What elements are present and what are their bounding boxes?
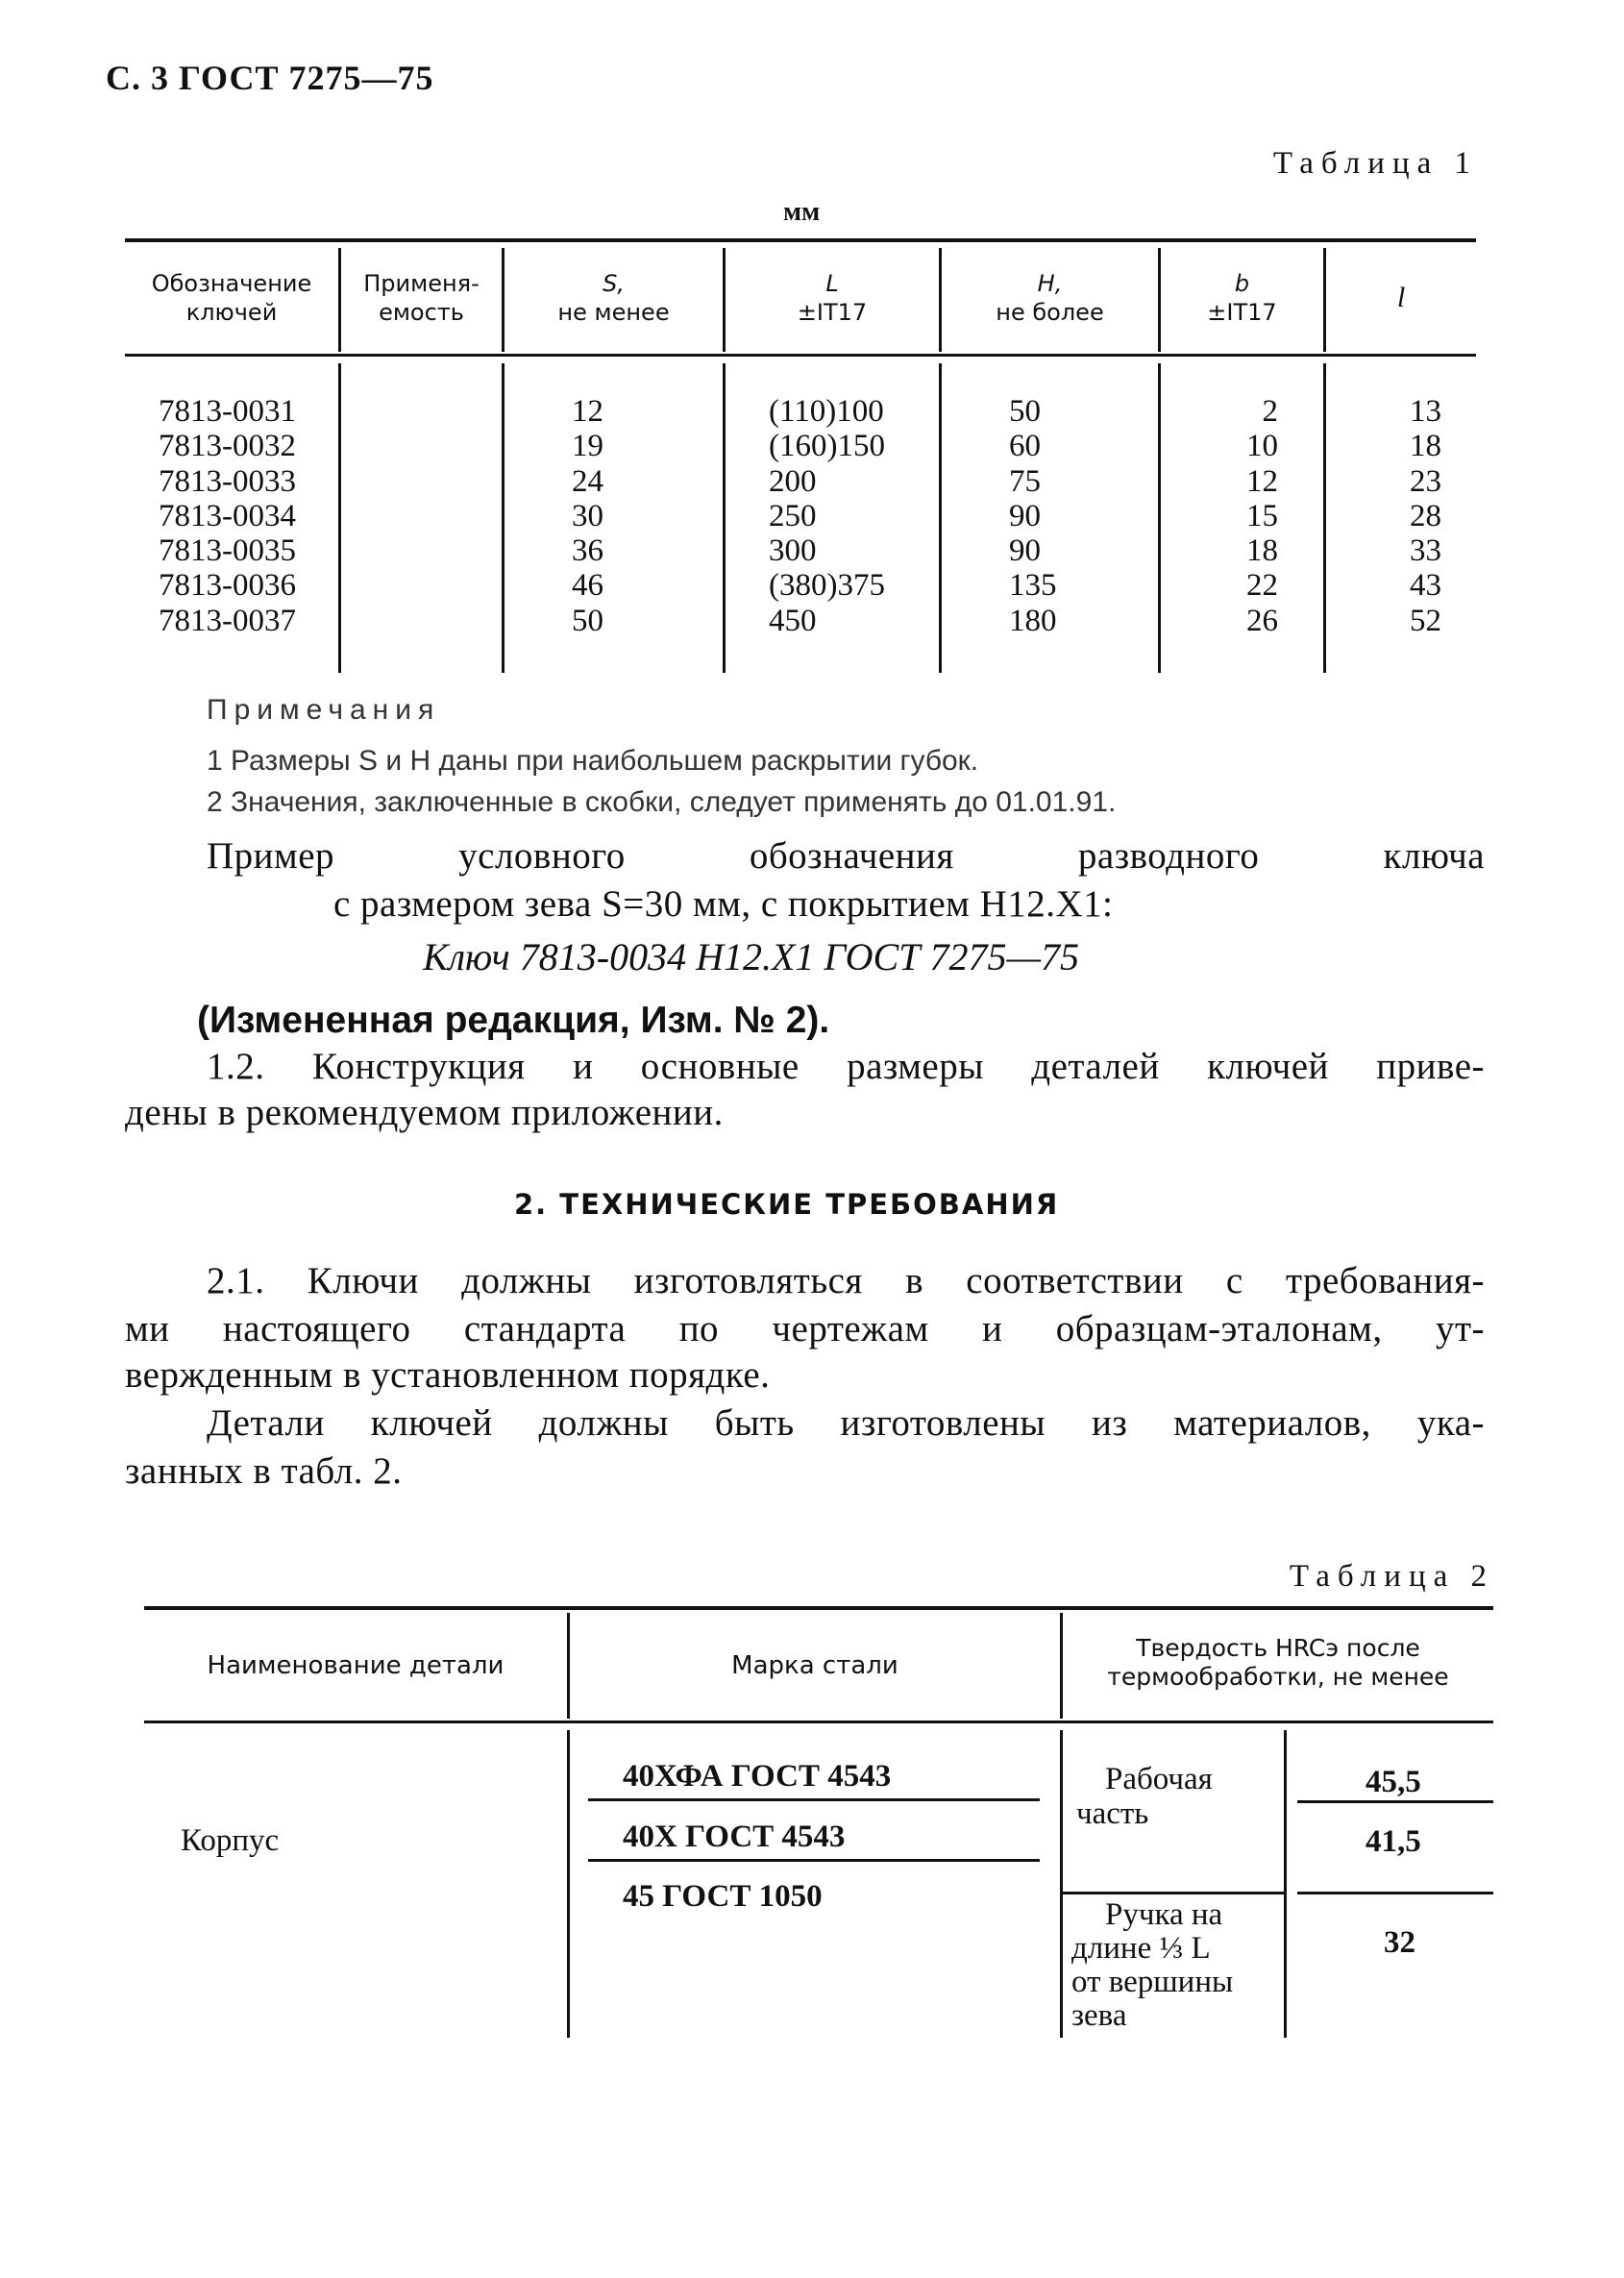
table2-steel-3: 45 ГОСТ 1050 xyxy=(623,1879,823,1914)
table1-col-b xyxy=(1192,394,1278,638)
paragraph-2-1-line-3: вержденным в установленном порядке. xyxy=(125,1354,771,1396)
table1-col-s xyxy=(572,394,668,638)
table-cell: 7813-0036 xyxy=(159,568,296,604)
table2-steel-1: 40ХФА ГОСТ 4543 xyxy=(623,1759,892,1794)
table-cell: 450 xyxy=(769,603,817,638)
paragraph-2-1b-line-1: Детали ключей должны быть изготовлены из материалов, ука- xyxy=(207,1402,1485,1444)
table1-col-l xyxy=(769,394,937,638)
table1-header-l: L ±IT17 xyxy=(797,270,868,326)
table1-col-designation xyxy=(159,394,336,638)
table-cell: 52 xyxy=(1410,603,1441,638)
table-cell: 24 xyxy=(572,463,603,499)
table-cell: 7813-0033 xyxy=(159,463,296,499)
table2-header-rule xyxy=(144,1721,1493,1723)
table-cell: 200 xyxy=(769,463,817,499)
table2-value-rule xyxy=(1297,1892,1493,1894)
table-cell: 28 xyxy=(1410,498,1441,533)
notes-title: Примечания xyxy=(207,694,441,726)
table-cell: 33 xyxy=(1410,533,1441,569)
table-cell: (380)375 xyxy=(769,568,885,604)
table2-top-rule xyxy=(144,1606,1493,1610)
page-header: С. 3 ГОСТ 7275—75 xyxy=(106,59,434,97)
table-cell: 2 xyxy=(1262,394,1278,429)
table2-steel-rule xyxy=(588,1798,1040,1801)
table1-col-lsmall xyxy=(1355,394,1441,638)
table1-divider xyxy=(502,363,504,673)
revision-note: (Измененная редакция, Изм. № 2). xyxy=(197,1000,830,1041)
table-cell: 7813-0037 xyxy=(159,603,296,638)
table-cell: 15 xyxy=(1246,498,1278,533)
section-2-title: 2. ТЕХНИЧЕСКИЕ ТРЕБОВАНИЯ xyxy=(514,1188,1060,1221)
table1-header-lsmall: l xyxy=(1396,282,1406,313)
table2-zone-working: Рабочая часть xyxy=(1076,1762,1213,1831)
example-designation: Ключ 7813-0034 Н12.Х1 ГОСТ 7275—75 xyxy=(423,935,1080,978)
table-cell: 50 xyxy=(1009,394,1041,429)
table2-steel-2: 40Х ГОСТ 4543 xyxy=(623,1820,846,1854)
table1-unit: мм xyxy=(783,197,821,227)
table1-header-rule xyxy=(125,354,1476,357)
table2-steel-rule xyxy=(588,1859,1040,1862)
table-cell: (160)150 xyxy=(769,429,885,464)
table2-value-2: 41,5 xyxy=(1366,1824,1421,1859)
table-cell: 18 xyxy=(1246,533,1278,569)
table-cell: 7813-0035 xyxy=(159,533,296,569)
table-cell: 26 xyxy=(1246,603,1278,638)
table2-caption: Таблица 2 xyxy=(1289,1559,1494,1594)
paragraph-1-2-line-2: дены в рекомендуемом приложении. xyxy=(125,1092,724,1133)
paragraph-2-1b-line-2: занных в табл. 2. xyxy=(125,1450,403,1492)
table2-header-part: Наименование детали xyxy=(207,1651,504,1680)
table2-divider xyxy=(567,1730,570,2038)
table-cell: 75 xyxy=(1009,463,1041,499)
paragraph-2-1-line-1: 2.1. Ключи должны изготовляться в соответствии с требования- xyxy=(207,1260,1485,1301)
table-cell: 50 xyxy=(572,603,603,638)
example-line-1: Пример условного обозначения разводного ключа xyxy=(207,835,1485,877)
table1-divider xyxy=(1323,363,1326,673)
table2-zone-handle: Ручка на длине ⅓ L от вершины зева xyxy=(1071,1897,1234,2033)
table-cell: 60 xyxy=(1009,429,1041,464)
table-cell: 300 xyxy=(769,533,817,569)
table-cell: 90 xyxy=(1009,533,1041,569)
table-cell: (110)100 xyxy=(769,394,884,429)
paragraph-2-1-line-2: ми настоящего стандарта по чертежам и образцам-эталонам, ут- xyxy=(125,1308,1485,1349)
table2-value-3: 32 xyxy=(1384,1925,1415,1960)
table-cell: 22 xyxy=(1246,568,1278,604)
table2-divider xyxy=(1284,1730,1287,2038)
table2-divider xyxy=(1060,1730,1063,2038)
table2-value-1: 45,5 xyxy=(1366,1765,1421,1799)
note-1: 1 Размеры S и H даны при наибольшем раскрытии губок. xyxy=(207,745,979,777)
note-2: 2 Значения, заключенные в скобки, следует применять до 01.01.91. xyxy=(207,786,1117,818)
table1-col-h xyxy=(1009,394,1105,638)
table1-header-s: S, не менее xyxy=(557,270,670,326)
table2-header-hardness: Твердость HRCэ после термообработки, не менее xyxy=(1107,1634,1449,1691)
table-cell: 36 xyxy=(572,533,603,569)
paragraph-1-2-line-1: 1.2. Конструкция и основные размеры деталей ключей приве- xyxy=(207,1046,1485,1087)
table2-header-steel: Марка стали xyxy=(731,1651,898,1680)
table1-top-rule xyxy=(125,238,1476,242)
table-cell: 13 xyxy=(1410,394,1441,429)
table1-header-usage: Применя- емость xyxy=(363,270,480,326)
table-cell: 7813-0034 xyxy=(159,498,296,533)
table-cell: 18 xyxy=(1410,429,1441,464)
table1-divider xyxy=(723,363,726,673)
table-cell: 250 xyxy=(769,498,817,533)
table-cell: 43 xyxy=(1410,568,1441,604)
table-cell: 19 xyxy=(572,429,603,464)
example-line-2: с размером зева S=30 мм, с покрытием Н12.Х1: xyxy=(333,883,1114,925)
table1-header-b: b ±IT17 xyxy=(1207,270,1277,326)
table1-header-designation: Обозначение ключей xyxy=(151,270,312,326)
table1-header-h: H, не более xyxy=(996,270,1104,326)
table2-zone-rule xyxy=(1063,1892,1284,1894)
table-cell: 135 xyxy=(1009,568,1057,604)
table-cell: 180 xyxy=(1009,603,1057,638)
table-cell: 7813-0032 xyxy=(159,429,296,464)
table1-divider xyxy=(338,363,341,673)
table-cell: 12 xyxy=(572,394,603,429)
table-cell: 46 xyxy=(572,568,603,604)
table-cell: 10 xyxy=(1246,429,1278,464)
table-cell: 7813-0031 xyxy=(159,394,296,429)
table-cell: 12 xyxy=(1246,463,1278,499)
table-cell: 30 xyxy=(572,498,603,533)
table-cell: 23 xyxy=(1410,463,1441,499)
table1-divider xyxy=(939,363,942,673)
table1-caption: Таблица 1 xyxy=(1272,146,1478,181)
table1-divider xyxy=(1158,363,1161,673)
table2-part-name: Корпус xyxy=(181,1823,280,1858)
table2-value-rule xyxy=(1297,1800,1493,1803)
table-cell: 90 xyxy=(1009,498,1041,533)
